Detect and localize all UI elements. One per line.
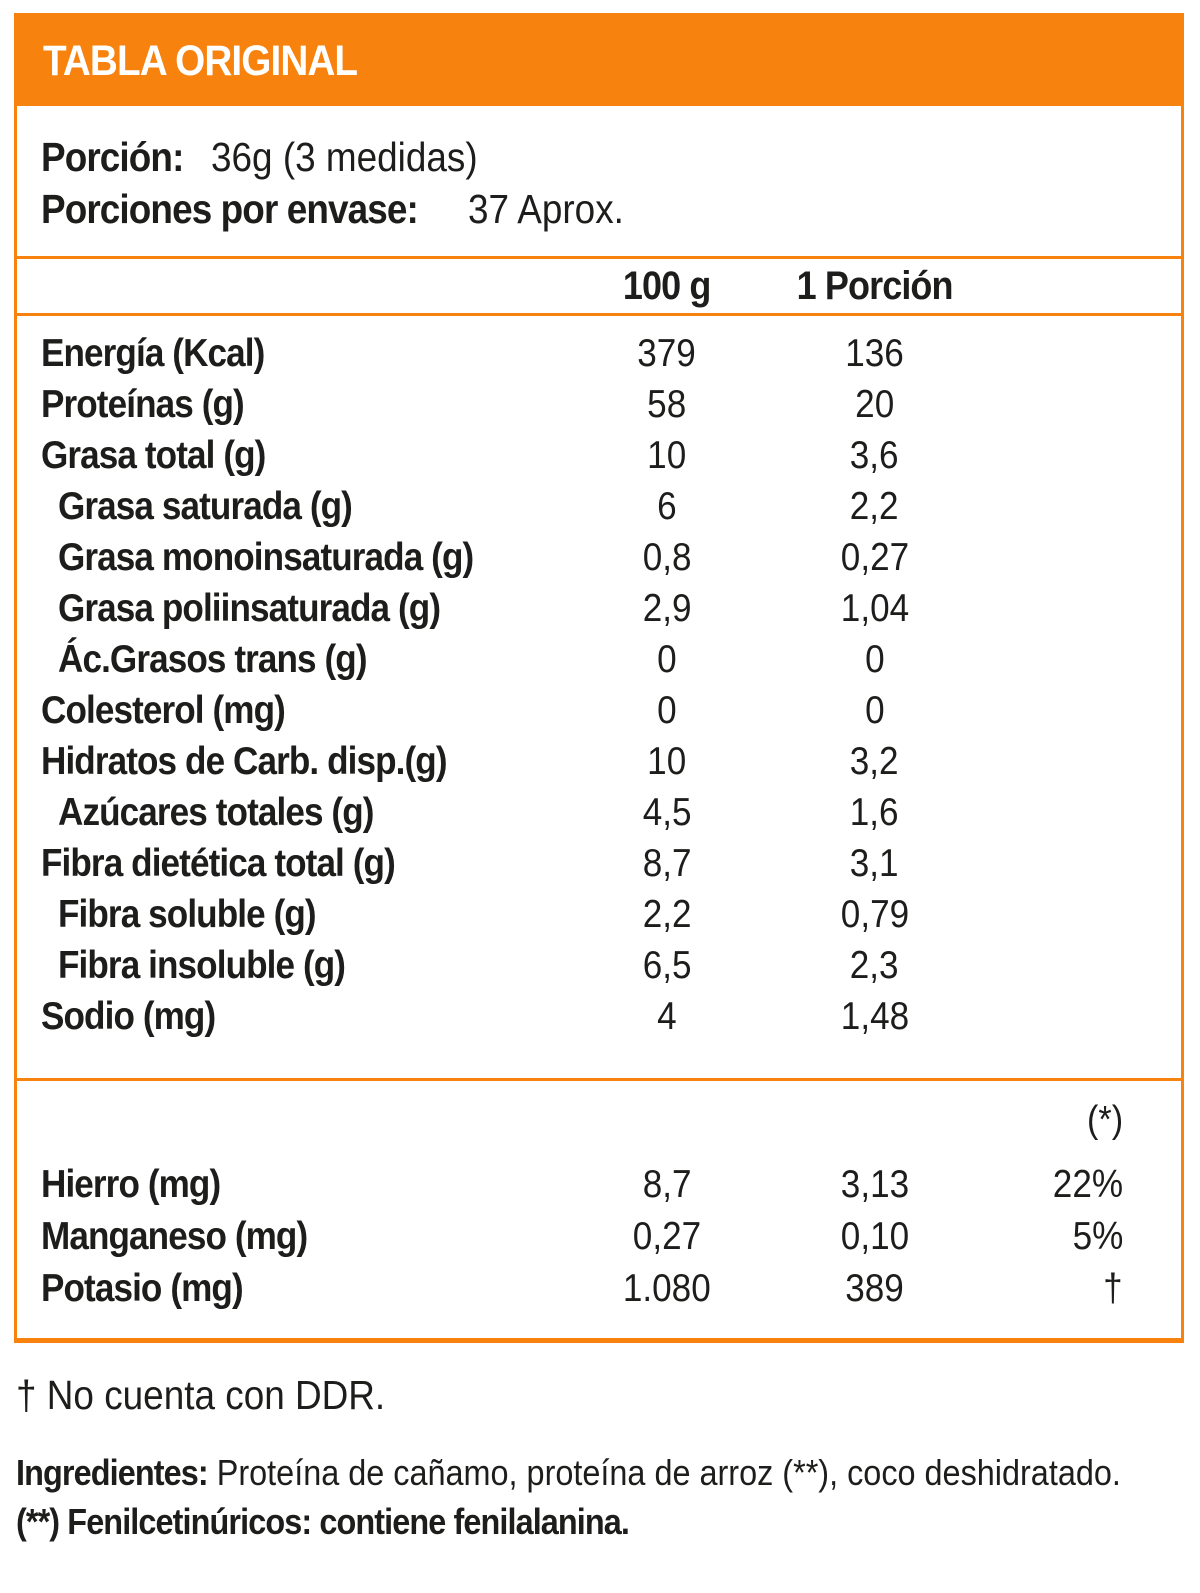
nutrient-row bbox=[17, 940, 1181, 991]
dv-header-row bbox=[17, 1081, 1181, 1159]
nutrient-label: Fibra insoluble (g) bbox=[58, 943, 346, 987]
ingredients-line bbox=[16, 1448, 1196, 1497]
portion-label: Porción: bbox=[41, 134, 184, 180]
value-portion: 2,2 bbox=[850, 484, 899, 528]
value-100g: 2,9 bbox=[642, 586, 692, 630]
value-portion: 0,79 bbox=[840, 892, 909, 936]
ingredients-block bbox=[16, 1448, 1196, 1546]
value-portion: 0,10 bbox=[840, 1215, 909, 1258]
nutrient-row bbox=[17, 787, 1181, 838]
value-portion: 136 bbox=[845, 331, 904, 375]
nutrient-label: Hidratos de Carb. disp.(g) bbox=[41, 739, 447, 783]
minerals-section bbox=[17, 1078, 1181, 1315]
value-100g: 1.080 bbox=[623, 1267, 711, 1310]
nutrient-row bbox=[17, 328, 1181, 379]
nutrient-label: Ác.Grasos trans (g) bbox=[58, 637, 367, 681]
nutrient-label: Manganeso (mg) bbox=[41, 1215, 308, 1258]
nutrient-label: Grasa poliinsaturada (g) bbox=[58, 586, 441, 630]
nutrient-row bbox=[17, 991, 1181, 1042]
value-portion: 3,2 bbox=[850, 739, 899, 783]
portions-per-container-line bbox=[41, 183, 1181, 235]
nutrient-label: Proteínas (g) bbox=[41, 382, 244, 426]
value-portion: 3,1 bbox=[850, 841, 899, 885]
dv-column-header: (*) bbox=[1086, 1098, 1123, 1141]
value-100g: 4 bbox=[657, 994, 677, 1038]
ingredients-value: Proteína de cañamo, proteína de arroz (**), coco deshidratado. bbox=[216, 1452, 1121, 1493]
value-portion: 0 bbox=[864, 688, 885, 732]
per-container-value: 37 Aprox. bbox=[467, 186, 624, 232]
value-100g: 6 bbox=[657, 484, 677, 528]
per-container-label: Porciones por envase: bbox=[41, 186, 418, 232]
mineral-row bbox=[17, 1211, 1181, 1263]
mineral-row bbox=[17, 1159, 1181, 1211]
column-header-portion: 1 Porción bbox=[796, 263, 953, 308]
nutrient-label: Hierro (mg) bbox=[41, 1163, 221, 1206]
nutrient-row bbox=[17, 736, 1181, 787]
value-portion: 20 bbox=[854, 382, 895, 426]
nutrient-label: Sodio (mg) bbox=[41, 994, 216, 1038]
nutrient-row bbox=[17, 532, 1181, 583]
value-portion: 1,04 bbox=[840, 586, 909, 630]
ingredients-label: Ingredientes: bbox=[16, 1452, 208, 1493]
nutrient-rows bbox=[17, 316, 1181, 1042]
value-portion: 1,6 bbox=[850, 790, 899, 834]
column-header-100g: 100 g bbox=[623, 263, 711, 308]
nutrient-row bbox=[17, 379, 1181, 430]
value-dv: 22% bbox=[1052, 1163, 1123, 1206]
serving-info bbox=[17, 106, 1181, 256]
portion-value: 36g (3 medidas) bbox=[211, 134, 478, 180]
value-100g: 379 bbox=[637, 331, 697, 375]
value-100g: 10 bbox=[647, 739, 687, 783]
value-100g: 4,5 bbox=[642, 790, 692, 834]
value-100g: 0,8 bbox=[642, 535, 692, 579]
nutrient-label: Grasa monoinsaturada (g) bbox=[58, 535, 474, 579]
value-dv: 5% bbox=[1072, 1215, 1123, 1258]
mineral-row bbox=[17, 1263, 1181, 1315]
nutrient-row bbox=[17, 583, 1181, 634]
value-portion: 3,6 bbox=[850, 433, 899, 477]
nutrient-row bbox=[17, 481, 1181, 532]
nutrient-row bbox=[17, 430, 1181, 481]
phenylketonurics-line: (**) Fenilcetinúricos: contiene fenilalanina. bbox=[16, 1501, 630, 1542]
nutrient-label: Energía (Kcal) bbox=[41, 331, 265, 375]
nutrient-label: Potasio (mg) bbox=[41, 1267, 243, 1310]
value-portion: 1,48 bbox=[840, 994, 909, 1038]
table-title: TABLA ORIGINAL bbox=[43, 36, 358, 85]
value-100g: 0 bbox=[657, 688, 677, 732]
value-100g: 0,27 bbox=[632, 1215, 702, 1258]
value-portion: 0 bbox=[864, 637, 885, 681]
nutrient-label: Grasa saturada (g) bbox=[58, 484, 352, 528]
value-100g: 2,2 bbox=[642, 892, 692, 936]
portion-line bbox=[41, 131, 1181, 183]
nutrient-row bbox=[17, 889, 1181, 940]
table-header-band bbox=[17, 16, 1181, 106]
value-100g: 10 bbox=[647, 433, 687, 477]
value-100g: 6,5 bbox=[642, 943, 692, 987]
value-100g: 8,7 bbox=[642, 841, 692, 885]
ddr-footnote: † No cuenta con DDR. bbox=[16, 1372, 386, 1418]
value-portion: 2,3 bbox=[850, 943, 899, 987]
nutrient-label: Colesterol (mg) bbox=[41, 688, 285, 732]
nutrient-label: Fibra dietética total (g) bbox=[41, 841, 395, 885]
value-portion: 3,13 bbox=[840, 1163, 909, 1206]
nutrient-label: Grasa total (g) bbox=[41, 433, 266, 477]
nutrient-row bbox=[17, 634, 1181, 685]
value-100g: 0 bbox=[657, 637, 677, 681]
value-portion: 0,27 bbox=[840, 535, 909, 579]
value-100g: 58 bbox=[647, 382, 687, 426]
value-portion: 389 bbox=[845, 1267, 904, 1310]
nutrient-label: Fibra soluble (g) bbox=[58, 892, 316, 936]
value-100g: 8,7 bbox=[642, 1163, 692, 1206]
nutrient-row bbox=[17, 838, 1181, 889]
nutrient-row bbox=[17, 685, 1181, 736]
value-dv: † bbox=[1103, 1267, 1123, 1310]
nutrition-table bbox=[14, 13, 1184, 1343]
nutrient-label: Azúcares totales (g) bbox=[58, 790, 374, 834]
column-header-row bbox=[17, 259, 1181, 313]
mineral-rows bbox=[17, 1159, 1181, 1315]
